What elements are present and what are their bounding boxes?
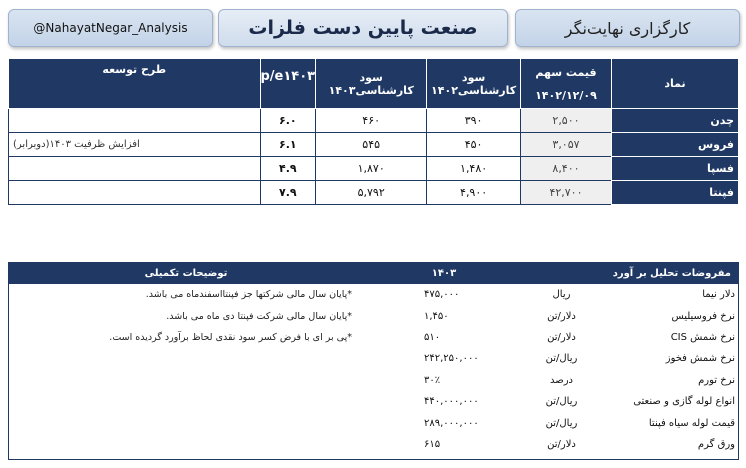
assumption-label: نرخ تورم xyxy=(698,374,735,386)
row-symbol: چدن xyxy=(611,109,738,133)
assumption-value: ۲۸۹,۰۰۰,۰۰۰ xyxy=(424,417,479,429)
assumption-unit: ریال xyxy=(552,289,571,301)
row-profit-1402: ۴۵۰ xyxy=(427,133,521,157)
assumption-note xyxy=(8,412,364,433)
header-symbol: نماد xyxy=(611,59,738,109)
header-year: ۱۴۰۳ xyxy=(364,262,524,284)
table-row xyxy=(8,305,739,326)
assumption-value: ۴۴۰,۰۰۰,۰۰۰ xyxy=(424,396,479,408)
assumption-label: ورق گرم xyxy=(697,438,735,450)
assumption-label: انواع لوله گازی و صنعتی xyxy=(633,396,735,408)
agency-box xyxy=(515,9,740,47)
assumption-value: ۵۱۰ xyxy=(424,331,441,343)
row-plan xyxy=(9,157,261,181)
row-price: ۳,۰۵۷ xyxy=(520,133,611,157)
channel-handle: @NahayatNegar_Analysis xyxy=(33,21,188,35)
table-row xyxy=(9,133,739,157)
assumption-value: ۲۴۲,۲۵۰,۰۰۰ xyxy=(424,353,479,365)
table-row xyxy=(9,181,739,205)
assumptions-table xyxy=(8,262,739,455)
assumption-label: دلار نیما xyxy=(702,289,735,301)
row-symbol: فروس xyxy=(611,133,738,157)
assumption-value: ۴۷۵,۰۰۰ xyxy=(424,289,460,301)
assumption-unit: دلار/تن xyxy=(547,331,576,343)
table-row xyxy=(8,327,739,348)
assumption-value: ۳۰٪ xyxy=(424,374,441,386)
assumption-unit: ریال/تن xyxy=(545,396,578,408)
header-price-line1: قیمت سهم xyxy=(535,65,597,79)
assumption-unit: ریال/تن xyxy=(545,417,578,429)
row-profit-1403: ۵۴۵ xyxy=(316,133,427,157)
row-price: ۴۲,۷۰۰ xyxy=(520,181,611,205)
channel-handle-box xyxy=(8,9,213,47)
header-assumptions: مفروضات تحلیل بر آورد xyxy=(524,262,739,284)
row-pe: ۴.۹ xyxy=(260,157,316,181)
row-pe: ۶.۰ xyxy=(260,109,316,133)
assumption-note: *پی بر ای با فرض کسر سود نقدی لحاظ برآورد گردیده است. xyxy=(109,331,352,343)
table-row xyxy=(8,284,739,305)
agency-name: کارگزاری نهایت‌نگر xyxy=(564,18,691,38)
row-pe: ۷.۹ xyxy=(260,181,316,205)
assumption-label: نرخ شمش فخوز xyxy=(665,353,735,365)
assumption-label: نرخ فروسیلیس xyxy=(671,310,735,322)
header-price-line2: ۱۴۰۲/۱۲/۰۹ xyxy=(535,88,597,102)
header-notes: توضیحات تکمیلی xyxy=(8,262,364,284)
row-price: ۲,۵۰۰ xyxy=(520,109,611,133)
table-row xyxy=(8,434,739,455)
page-title: صنعت پایین دست فلزات xyxy=(248,17,478,39)
assumptions-header-row xyxy=(8,262,739,284)
header-pe: p/e۱۴۰۳ xyxy=(260,59,316,109)
assumption-note xyxy=(8,348,364,369)
table-row xyxy=(8,412,739,433)
row-profit-1402: ۴,۹۰۰ xyxy=(427,181,521,205)
header-plan: طرح توسعه xyxy=(9,59,261,109)
table-row xyxy=(8,370,739,391)
assumption-note xyxy=(8,370,364,391)
assumption-note xyxy=(8,434,364,455)
row-plan xyxy=(9,181,261,205)
row-pe: ۶.۱ xyxy=(260,133,316,157)
assumption-note xyxy=(8,391,364,412)
row-profit-1403: ۱,۸۷۰ xyxy=(316,157,427,181)
assumption-label: نرخ شمش CIS xyxy=(670,331,735,343)
row-profit-1402: ۳۹۰ xyxy=(427,109,521,133)
row-symbol: فسپا xyxy=(611,157,738,181)
header-price xyxy=(520,59,611,109)
assumption-unit: دلار/تن xyxy=(547,438,576,450)
assumption-value: ۱,۴۵۰ xyxy=(424,310,449,322)
row-profit-1403: ۵,۷۹۲ xyxy=(316,181,427,205)
assumption-label: قیمت لوله سیاه فپنتا xyxy=(648,417,735,429)
row-profit-1403: ۴۶۰ xyxy=(316,109,427,133)
table-row xyxy=(8,348,739,369)
assumption-unit: دلار/تن xyxy=(547,310,576,322)
row-price: ۸,۴۰۰ xyxy=(520,157,611,181)
valuation-header-row xyxy=(9,59,739,109)
row-profit-1402: ۱,۴۸۰ xyxy=(427,157,521,181)
assumption-unit: درصد xyxy=(549,374,574,386)
row-symbol: فپنتا xyxy=(611,181,738,205)
assumption-note: *پایان سال مالی شرکت فپنتا دی ماه می باشد. xyxy=(166,310,352,322)
table-row xyxy=(8,391,739,412)
header-profit-1403: سود کارشناسی۱۴۰۳ xyxy=(316,59,427,109)
row-plan: افزایش ظرفیت ۱۴۰۳(دوبرابر) xyxy=(9,133,261,157)
table-row xyxy=(9,157,739,181)
assumption-unit: ریال/تن xyxy=(545,353,578,365)
title-box xyxy=(218,9,508,47)
table-row xyxy=(9,109,739,133)
valuation-table xyxy=(8,58,739,205)
header-profit-1402: سود کارشناسی۱۴۰۲ xyxy=(427,59,521,109)
row-plan xyxy=(9,109,261,133)
assumption-note: *پایان سال مالی شرکتها جز فپنتااسفندماه می باشد. xyxy=(145,289,352,301)
assumption-value: ۶۱۵ xyxy=(424,438,441,450)
